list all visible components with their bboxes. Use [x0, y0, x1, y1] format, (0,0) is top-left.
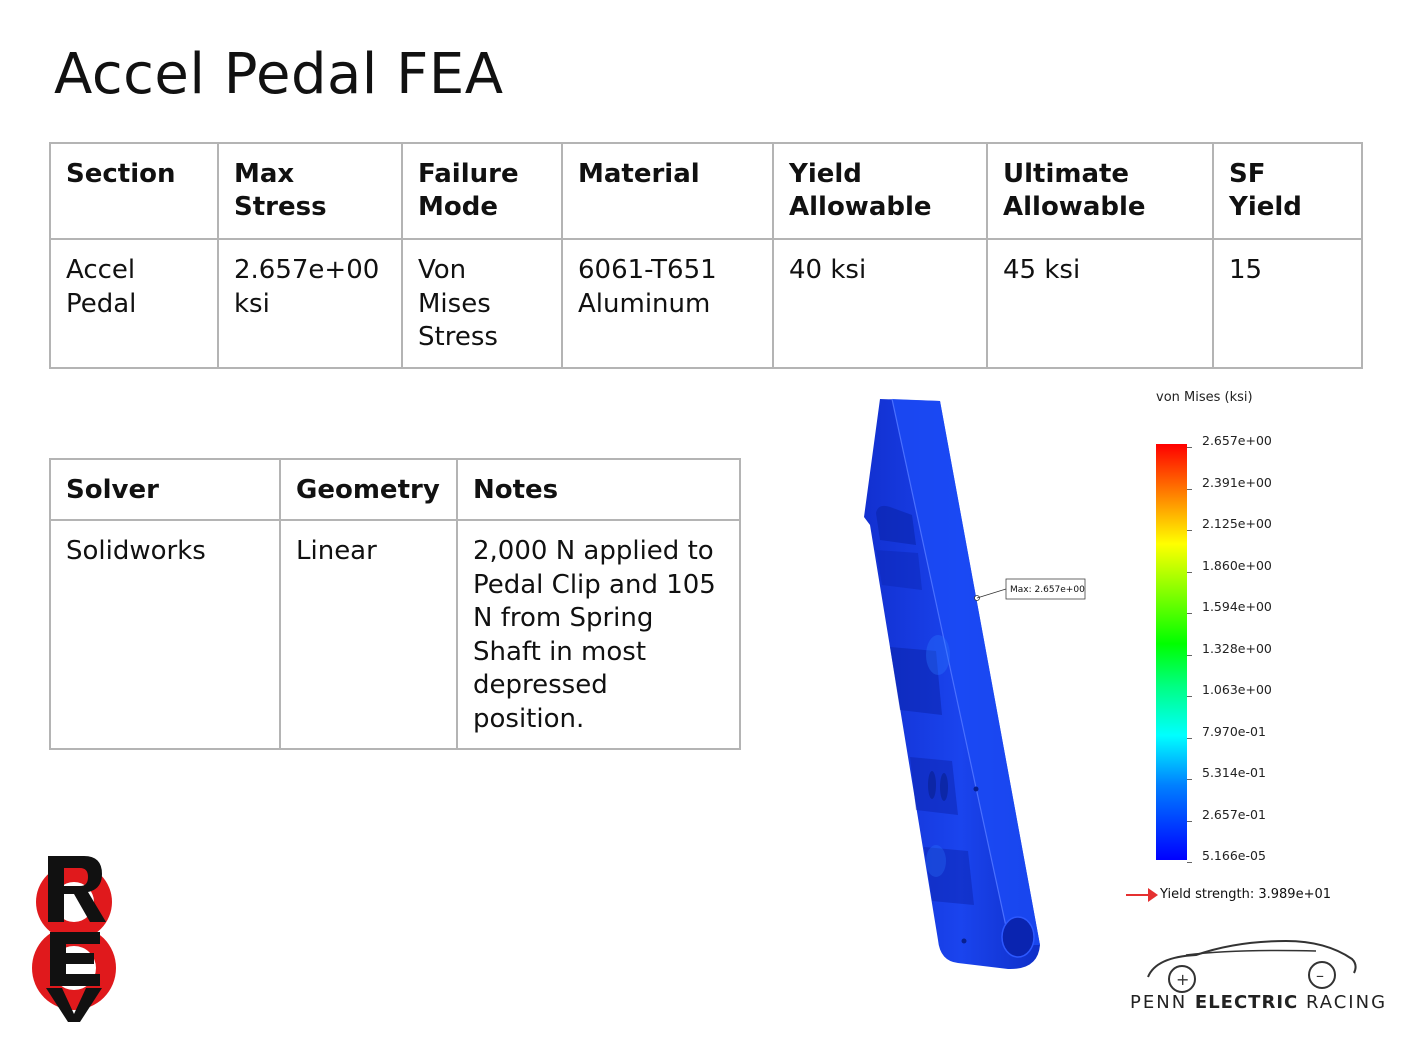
scale-tick-label: 2.391e+00: [1202, 474, 1272, 490]
scale-tick-mark: [1187, 862, 1192, 863]
cell-ultimate-allowable: 45 ksi: [987, 239, 1213, 368]
scale-tick-label: 1.063e+00: [1202, 682, 1272, 697]
cell-solver: Solidworks: [50, 520, 280, 749]
summary-table: [49, 142, 1363, 369]
table-row: [50, 520, 740, 749]
col-header-sf-yield: SF Yield: [1213, 143, 1362, 239]
scale-tick-mark: [1187, 572, 1192, 573]
red-arrow-icon: [1126, 894, 1148, 896]
scale-tick-label: 1.860e+00: [1202, 557, 1272, 573]
col-header-yield-allowable: Yield Allowable: [773, 143, 987, 239]
minus-icon: –: [1316, 966, 1324, 985]
scale-tick-label: 7.970e-01: [1202, 723, 1266, 739]
col-header-max-stress: Max Stress: [218, 143, 402, 239]
cell-material: 6061-T651 Aluminum: [562, 239, 773, 368]
scale-tick-mark: [1187, 530, 1192, 531]
setup-table: [49, 458, 741, 750]
rev-logo: [26, 850, 122, 1022]
col-header-notes: Notes: [457, 459, 740, 520]
col-header-ultimate-allowable: Ultimate Allowable: [987, 143, 1213, 239]
scale-tick-mark: [1187, 489, 1192, 490]
scale-tick-label: 2.125e+00: [1202, 516, 1272, 531]
cell-failure-mode: Von Mises Stress: [402, 239, 562, 368]
max-stress-callout: [1006, 579, 1085, 599]
col-header-section: Section: [50, 143, 218, 239]
cell-max-stress: 2.657e+00 ksi: [218, 239, 402, 368]
legend-title: von Mises (ksi): [1156, 390, 1253, 405]
col-header-failure-mode: Failure Mode: [402, 143, 562, 239]
table-header-row: [50, 143, 1362, 239]
scale-tick-mark: [1187, 613, 1192, 614]
penn-electric-racing-wordmark: PENN ELECTRIC RACING: [1130, 992, 1388, 1013]
col-header-geometry: Geometry: [280, 459, 457, 520]
yield-strength-marker: [1126, 887, 1331, 902]
table-header-row: [50, 459, 740, 520]
cell-geometry: Linear: [280, 520, 457, 749]
cell-notes: 2,000 N applied to Pedal Clip and 105 N from Spring Shaft in most depressed position.: [457, 520, 740, 749]
scale-tick-label: 5.314e-01: [1202, 765, 1266, 780]
scale-tick-mark: [1187, 738, 1192, 739]
scale-tick-label: 5.166e-05: [1202, 848, 1266, 863]
scale-tick-label: 1.594e+00: [1202, 599, 1272, 614]
scale-tick-mark: [1187, 696, 1192, 697]
pedal-model: [864, 399, 1040, 969]
scale-tick-mark: [1187, 779, 1192, 780]
scale-tick-mark: [1187, 447, 1192, 448]
scale-tick-label: 2.657e+00: [1202, 433, 1272, 448]
col-header-solver: Solver: [50, 459, 280, 520]
plus-icon: +: [1176, 970, 1190, 989]
scale-tick-mark: [1187, 655, 1192, 656]
cell-section: Accel Pedal: [50, 239, 218, 368]
yield-strength-label: Yield strength: 3.989e+01: [1160, 887, 1331, 902]
cell-sf-yield: 15: [1213, 239, 1362, 368]
col-header-material: Material: [562, 143, 773, 239]
max-callout-label: Max: 2.657e+00: [1010, 585, 1085, 595]
table-row: [50, 239, 1362, 368]
scale-tick-label: 2.657e-01: [1202, 806, 1266, 822]
scale-tick-mark: [1187, 821, 1192, 822]
scale-tick-label: 1.328e+00: [1202, 640, 1272, 656]
page-title: Accel Pedal FEA: [54, 42, 504, 107]
color-scale-bar: [1156, 444, 1187, 860]
cell-yield-allowable: 40 ksi: [773, 239, 987, 368]
